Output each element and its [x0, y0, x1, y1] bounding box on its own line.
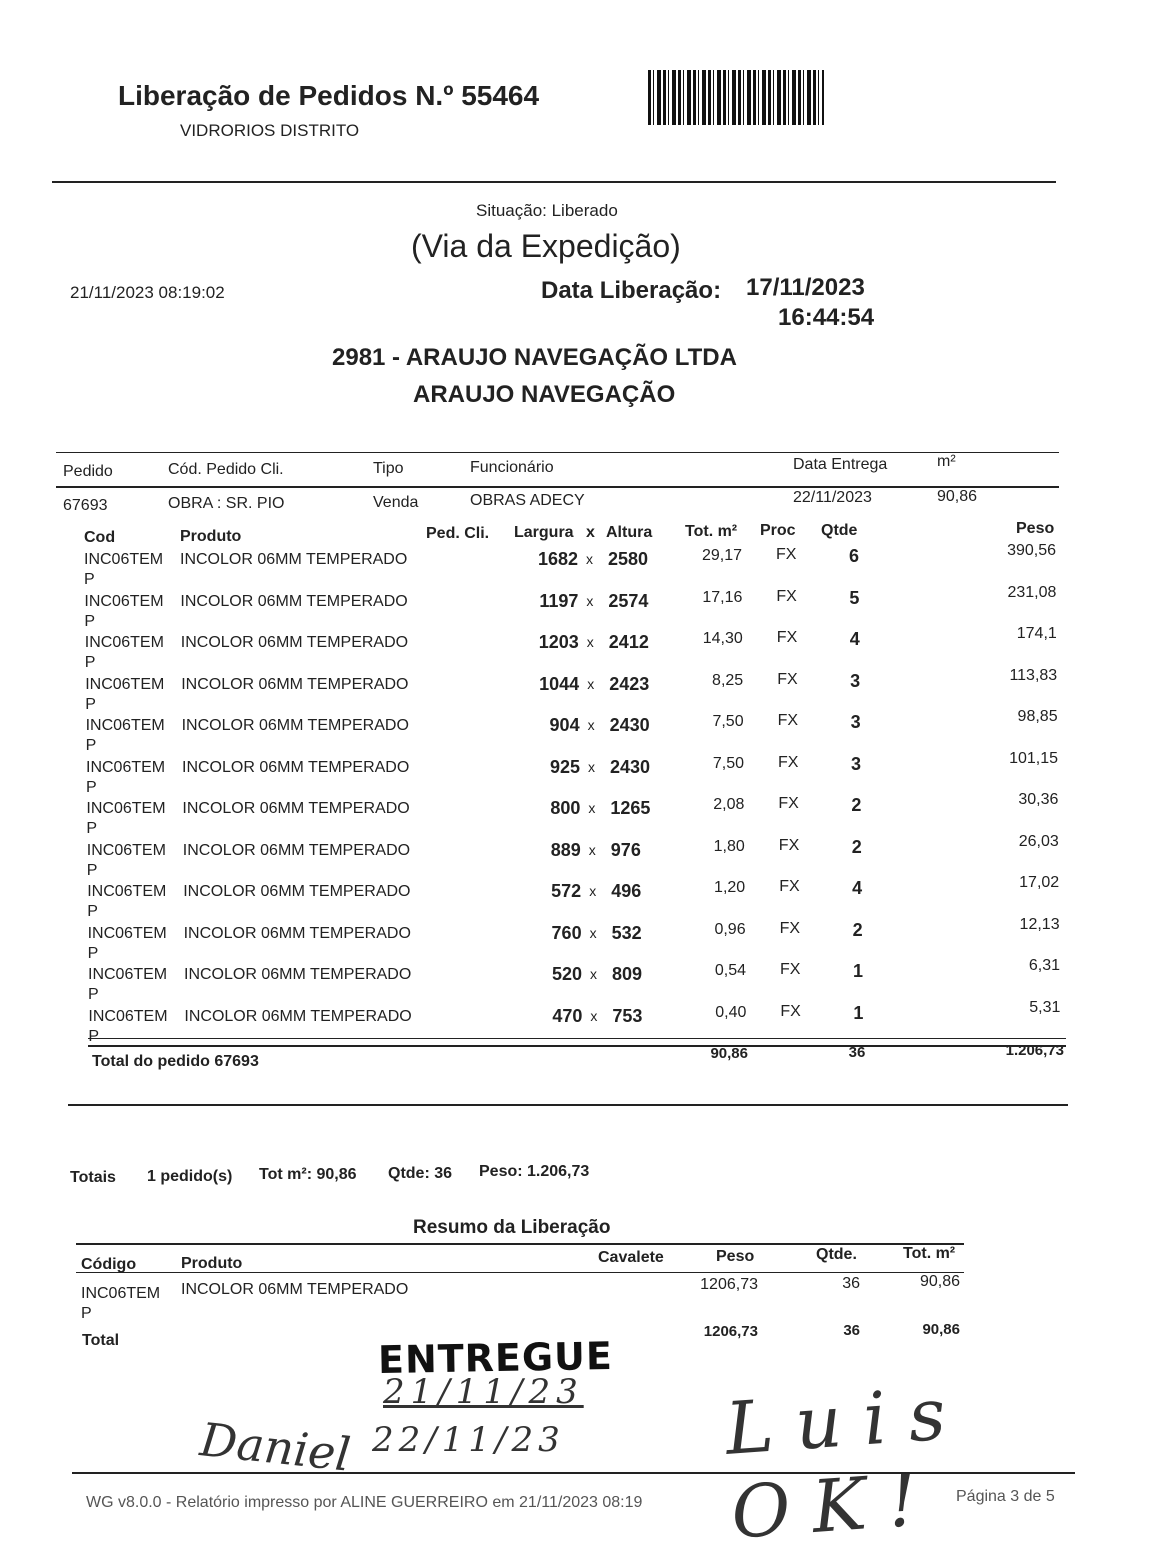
cell-qtde: 3 [850, 670, 861, 691]
resumo-tot-m2: 90,86 [919, 1273, 960, 1290]
printed-timestamp: 21/11/2023 08:19:02 [70, 283, 225, 302]
cell-peso: 98,85 [1017, 708, 1058, 725]
cell-x: x [586, 592, 594, 609]
cell-altura: 2423 [609, 673, 650, 694]
cell-peso: 174,1 [1016, 625, 1057, 642]
cell-proc: FX [776, 629, 798, 646]
total-pedido-label: Total do pedido 67693 [92, 1053, 259, 1070]
cell-qtde: 1 [853, 1002, 864, 1023]
cell-cod1: INC06TEM [86, 758, 166, 776]
cell-produto: INCOLOR 06MM TEMPERADO [180, 634, 409, 651]
cell-x: x [590, 1007, 598, 1024]
data-liberacao-label: Data Liberação: [541, 277, 722, 304]
cell-peso: 390,56 [1007, 542, 1056, 559]
cell-x: x [587, 675, 595, 692]
cell-tot-m2: 7,50 [712, 713, 744, 730]
cell-produto: INCOLOR 06MM TEMPERADO [180, 551, 408, 568]
cell-altura: 1265 [610, 798, 651, 818]
col-qtde: Qtde [821, 522, 858, 539]
cell-peso: 101,15 [1009, 749, 1058, 767]
resumo-col-produto: Produto [181, 1255, 243, 1272]
cell-tot-m2: 0,40 [715, 1003, 747, 1021]
situacao-label: Situação: Liberado [476, 201, 618, 220]
cell-tot-m2: 14,30 [702, 630, 743, 647]
footer-line [72, 1472, 1075, 1474]
funcionario-value: OBRAS ADECY [470, 492, 585, 509]
cell-altura: 753 [612, 1005, 643, 1026]
resumo-peso: 1206,73 [700, 1276, 758, 1293]
cell-cod2: P [86, 861, 98, 879]
cell-altura: 976 [610, 839, 641, 860]
cell-proc: FX [776, 587, 797, 605]
cell-peso: 5,31 [1029, 998, 1061, 1016]
resumo-title: Resumo da Liberação [413, 1217, 611, 1238]
totais-tot-m2: Tot m²: 90,86 [259, 1166, 357, 1183]
cell-cod2: P [86, 820, 98, 837]
cell-largura: 520 [551, 964, 582, 984]
cell-peso: 6,31 [1028, 957, 1060, 974]
resumo-col-peso: Peso [716, 1248, 755, 1265]
cell-qtde: 2 [852, 919, 863, 940]
cell-cod1: INC06TEM [85, 675, 165, 693]
cell-largura: 470 [552, 1005, 583, 1026]
cell-cod2: P [87, 903, 98, 920]
resumo-top-line [76, 1243, 964, 1245]
cell-largura: 572 [551, 881, 582, 901]
signature-daniel: Daniel [197, 1412, 353, 1482]
company-name: VIDRORIOS DISTRITO [180, 121, 360, 140]
cell-largura: 1682 [537, 549, 578, 569]
cell-cod2: P [84, 654, 96, 671]
cell-proc: FX [777, 670, 798, 688]
cell-cod2: P [86, 778, 97, 796]
cell-largura: 889 [550, 839, 581, 860]
total-tot-m2: 90,86 [710, 1045, 748, 1062]
cell-produto: INCOLOR 06MM TEMPERADO [184, 1007, 412, 1025]
resumo-qtde: 36 [842, 1275, 860, 1292]
cell-tot-m2: 29,17 [701, 547, 742, 564]
page-number: Página 3 de 5 [956, 1488, 1055, 1505]
cell-x: x [589, 883, 597, 899]
cell-x: x [588, 758, 595, 775]
resumo-total-tot-m2: 90,86 [922, 1321, 960, 1338]
resumo-col-codigo: Código [81, 1256, 137, 1273]
tipo-value: Venda [373, 494, 419, 511]
col-tot-m2: Tot. m² [685, 523, 738, 540]
cell-qtde: 3 [850, 753, 861, 774]
resumo-total-label: Total [82, 1332, 120, 1349]
cell-x: x [586, 634, 594, 650]
header-divider [52, 181, 1056, 183]
cell-tot-m2: 1,80 [713, 837, 745, 855]
totais-pedidos: 1 pedido(s) [147, 1168, 233, 1185]
cell-produto: INCOLOR 06MM TEMPERADO [184, 966, 412, 983]
cell-qtde: 3 [850, 712, 861, 732]
cell-qtde: 1 [852, 961, 863, 981]
data-liberacao-time: 16:44:54 [778, 304, 875, 331]
funcionario-label: Funcionário [470, 459, 554, 476]
cell-produto: INCOLOR 06MM TEMPERADO [183, 883, 411, 900]
cell-cod1: INC06TEM [84, 592, 164, 610]
via-label: (Via da Expedição) [411, 228, 681, 264]
cell-produto: INCOLOR 06MM TEMPERADO [181, 675, 409, 693]
data-entrega-label: Data Entrega [793, 456, 888, 473]
signature-luis: Luis OK! [722, 1370, 971, 1555]
pedido-value: 67693 [63, 497, 108, 514]
total-divider-2 [88, 1045, 1066, 1047]
order-top-line [56, 452, 1059, 453]
cell-altura: 2430 [609, 715, 650, 735]
cell-largura: 1197 [539, 590, 579, 611]
cell-altura: 2430 [610, 756, 651, 777]
total-qtde: 36 [848, 1044, 866, 1061]
cell-qtde: 5 [849, 587, 860, 608]
resumo-col-cavalete: Cavalete [598, 1249, 664, 1266]
col-ped-cli: Ped. Cli. [426, 525, 490, 542]
cell-peso: 113,83 [1009, 666, 1058, 684]
cell-tot-m2: 17,16 [702, 588, 743, 606]
cell-cod1: INC06TEM [84, 634, 164, 651]
cell-tot-m2: 2,08 [713, 796, 745, 813]
col-cod: Cod [84, 529, 116, 546]
col-largura: Largura [514, 524, 574, 541]
resumo-total-peso: 1206,73 [703, 1323, 758, 1340]
resumo-total-qtde: 36 [843, 1322, 860, 1339]
cell-peso: 12,13 [1019, 915, 1060, 933]
cell-produto: INCOLOR 06MM TEMPERADO [181, 717, 409, 734]
cell-proc: FX [780, 1002, 801, 1020]
m2-value: 90,86 [937, 488, 978, 505]
total-peso: 1.206,73 [1005, 1042, 1064, 1059]
cell-tot-m2: 0,96 [714, 920, 746, 938]
cell-x: x [586, 551, 593, 567]
cell-x: x [590, 966, 597, 982]
cell-produto: INCOLOR 06MM TEMPERADO [182, 841, 411, 859]
col-produto: Produto [180, 528, 242, 545]
cod-pedido-cli-label: Cód. Pedido Cli. [168, 461, 284, 478]
cell-largura: 1044 [539, 673, 580, 694]
cell-cod2: P [87, 944, 99, 962]
cell-tot-m2: 7,50 [712, 754, 744, 772]
cell-produto: INCOLOR 06MM TEMPERADO [183, 924, 411, 942]
barcode-image [648, 70, 824, 125]
footer-printed-by: WG v8.0.0 - Relatório impresso por ALINE GUERREIRO em 21/11/2023 08:19 [86, 1494, 643, 1511]
cell-cod2: P [88, 1027, 100, 1045]
cell-altura: 496 [611, 881, 642, 901]
resumo-col-tot-m2: Tot. m² [903, 1245, 956, 1262]
cell-altura: 2412 [608, 632, 649, 652]
cell-tot-m2: 0,54 [714, 962, 746, 979]
cell-peso: 17,02 [1019, 874, 1060, 891]
resumo-cod-line2: P [81, 1305, 92, 1322]
cell-altura: 2580 [608, 549, 649, 569]
cell-largura: 925 [549, 756, 580, 777]
cell-largura: 904 [549, 715, 580, 735]
cell-cod1: INC06TEM [88, 966, 168, 983]
cell-peso: 30,36 [1018, 791, 1059, 808]
cell-altura: 532 [611, 922, 642, 943]
totais-peso: Peso: 1.206,73 [479, 1163, 590, 1180]
cell-x: x [589, 924, 597, 941]
cell-cod1: INC06TEM [84, 551, 164, 568]
client-name: 2981 - ARAUJO NAVEGAÇÃO LTDA [332, 344, 737, 371]
resumo-produto: INCOLOR 06MM TEMPERADO [181, 1281, 409, 1298]
cell-cod1: INC06TEM [87, 924, 167, 942]
cell-proc: FX [780, 961, 801, 978]
cell-cod2: P [84, 612, 96, 630]
cell-altura: 2574 [608, 590, 649, 611]
resumo-header-line [76, 1272, 964, 1273]
cell-x: x [587, 717, 595, 733]
data-liberacao-date: 17/11/2023 [746, 274, 865, 301]
cell-qtde: 2 [851, 836, 862, 857]
resumo-cod-line1: INC06TEM [81, 1285, 161, 1302]
cell-proc: FX [779, 878, 800, 895]
cell-peso: 231,08 [1007, 583, 1057, 601]
cell-qtde: 6 [848, 546, 859, 566]
totais-label: Totais [70, 1169, 116, 1186]
cell-cod2: P [85, 695, 96, 713]
cell-x: x [588, 800, 596, 816]
cell-proc: FX [776, 546, 797, 563]
m2-label: m² [937, 453, 956, 470]
cell-altura: 809 [612, 964, 643, 984]
cod-pedido-cli-value: OBRA : SR. PIO [168, 495, 285, 512]
cell-produto: INCOLOR 06MM TEMPERADO [182, 758, 410, 776]
col-proc: Proc [760, 522, 796, 539]
cell-tot-m2: 1,20 [714, 879, 746, 896]
handwritten-date-1: 21/11/23 [383, 1372, 584, 1412]
cell-qtde: 4 [852, 878, 863, 898]
order-header-divider [56, 486, 1059, 488]
cell-cod1: INC06TEM [86, 841, 166, 859]
cell-produto: INCOLOR 06MM TEMPERADO [182, 800, 410, 817]
cell-proc: FX [779, 919, 801, 937]
cell-proc: FX [777, 712, 799, 729]
section-divider [68, 1104, 1068, 1106]
cell-largura: 1203 [538, 632, 579, 652]
cell-x: x [588, 841, 596, 858]
cell-tot-m2: 8,25 [712, 671, 744, 689]
col-altura: Altura [606, 524, 653, 541]
cell-proc: FX [778, 795, 799, 812]
tipo-label: Tipo [373, 460, 404, 477]
cell-cod1: INC06TEM [85, 717, 165, 734]
cell-proc: FX [778, 836, 800, 854]
cell-cod1: INC06TEM [88, 1007, 168, 1025]
client-short-name: ARAUJO NAVEGAÇÃO [413, 381, 676, 408]
col-x: x [586, 524, 595, 541]
col-peso: Peso [1016, 520, 1055, 537]
handwritten-date-2: 22/11/23 [372, 1420, 565, 1460]
cell-cod1: INC06TEM [86, 800, 166, 817]
entregue-stamp: ENTREGUE [377, 1333, 614, 1383]
cell-cod2: P [88, 986, 99, 1003]
cell-cod2: P [84, 571, 95, 588]
cell-proc: FX [778, 753, 799, 771]
cell-peso: 26,03 [1018, 832, 1059, 850]
pedido-label: Pedido [63, 463, 113, 480]
cell-largura: 760 [551, 922, 582, 943]
cell-produto: INCOLOR 06MM TEMPERADO [180, 592, 408, 610]
cell-cod1: INC06TEM [87, 883, 167, 900]
data-entrega-value: 22/11/2023 [793, 489, 872, 506]
cell-qtde: 4 [849, 629, 860, 649]
cell-qtde: 2 [851, 795, 862, 815]
resumo-col-qtde: Qtde. [816, 1246, 857, 1263]
totais-qtde: Qtde: 36 [388, 1165, 453, 1182]
cell-cod2: P [85, 737, 97, 754]
total-divider-1 [88, 1038, 1066, 1039]
cell-largura: 800 [550, 798, 581, 818]
document-title: Liberação de Pedidos N.º 55464 [118, 80, 540, 111]
